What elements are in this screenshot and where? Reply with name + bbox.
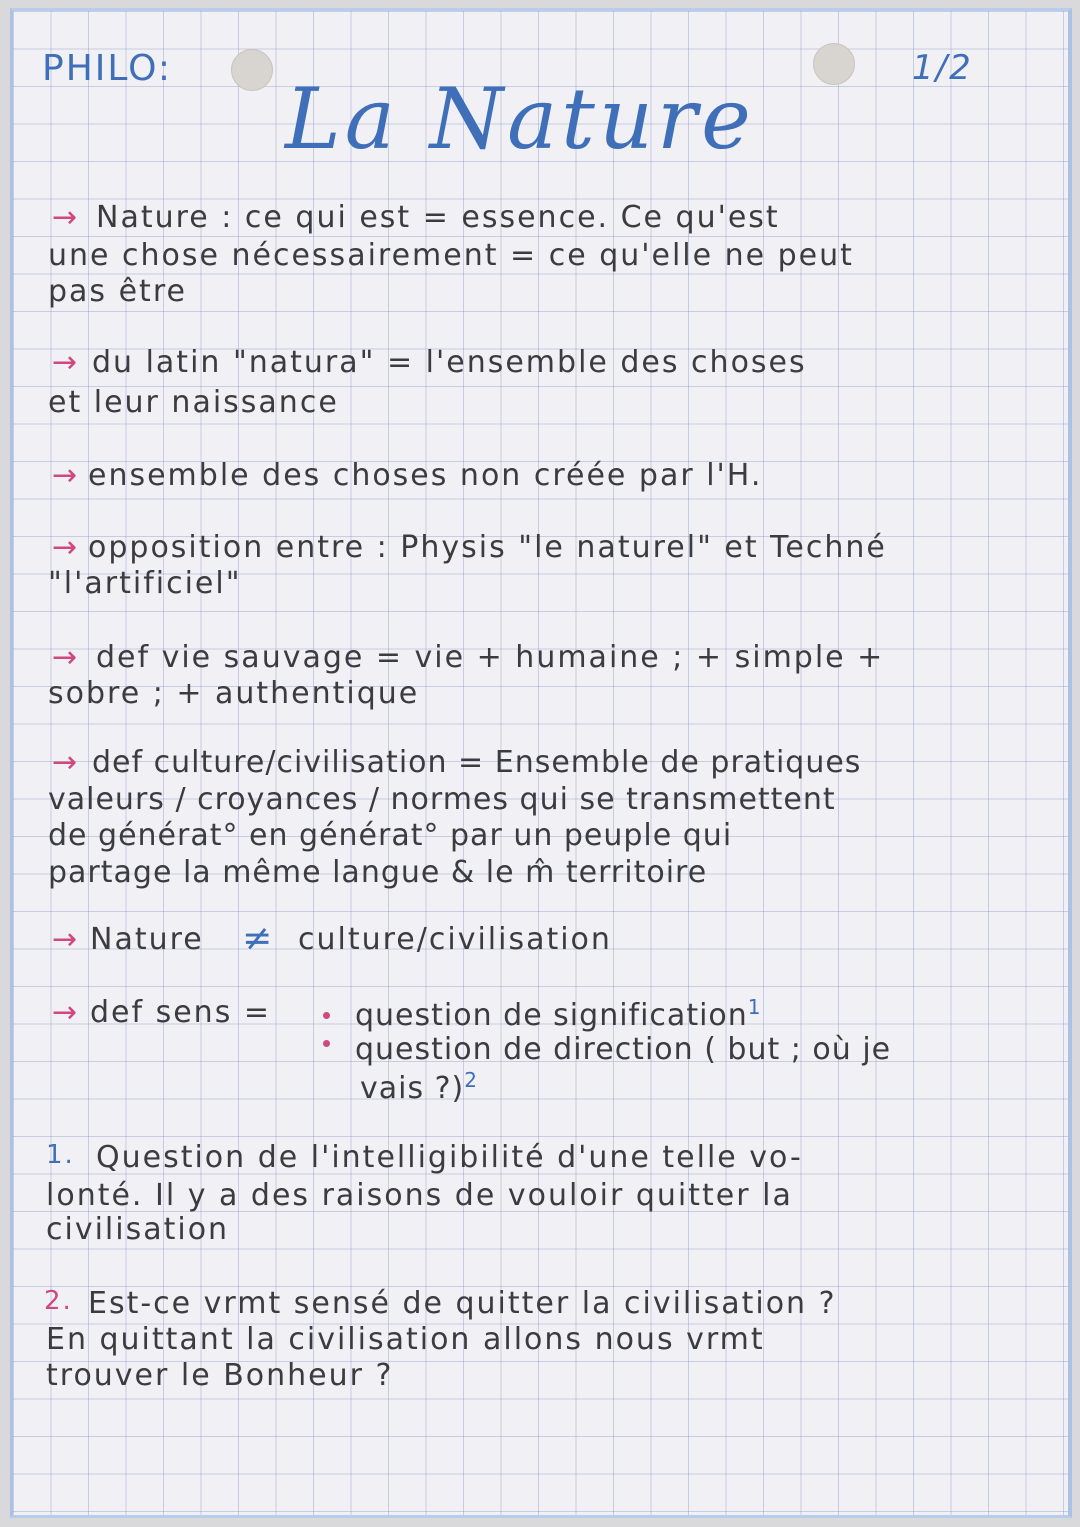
bullet-icon [323,1012,330,1019]
arrow-icon: → [52,640,80,675]
text-line: une chose nécessairement = ce qu'elle ne peut [48,238,854,273]
text-line: opposition entre : Physis "le naturel" et Techné [88,530,887,565]
text-line: pas être [48,274,187,309]
subject-label: PHILO: [42,48,173,89]
arrow-icon: → [52,345,80,380]
text-line: culture/civilisation [298,922,612,957]
note-text: civilisation [46,1212,230,1247]
punch-hole [231,49,273,91]
arrow-icon: → [52,995,80,1030]
text-line: question de direction ( but ; où je [355,1032,892,1067]
arrow-icon: → [52,922,80,957]
page-title: La Nature [285,70,755,168]
text-line: def vie sauvage = vie + humaine ; + simple + [96,640,885,675]
text-line: du latin "natura" = l'ensemble des choses [92,345,807,380]
text-line: Nature : ce qui est = essence. Ce qu'est [96,200,780,235]
note-number: 1. [46,1140,75,1170]
arrow-icon: → [52,458,80,493]
text-line: def sens = [90,995,272,1030]
arrow-icon: → [52,745,80,780]
footnote-mark: 2 [464,1068,478,1092]
text-line: question de signification$^1$ [355,995,762,1033]
text-line: Nature [90,922,204,957]
text-line: "l'artificiel" [48,566,242,601]
text-line: vais ?)$^2$ [360,1068,478,1106]
note-text: Est-ce vrmt sensé de quitter la civilisation ? [88,1286,837,1321]
page-number: 1/2 [912,48,973,88]
text-line: et leur naissance [48,385,339,420]
arrow-icon: → [52,200,80,235]
not-equal-sign: ≠ [242,918,275,959]
note-text: lonté. Il y a des raisons de vouloir quitter la [46,1178,793,1213]
text-line: valeurs / croyances / normes qui se transmettent [48,782,836,817]
bullet-icon [323,1040,330,1047]
text-line: partage la même langue & le m̂ territoire [48,855,708,890]
text-line: de générat° en générat° par un peuple qui [48,818,733,853]
arrow-icon: → [52,530,80,565]
text-line: def culture/civilisation = Ensemble de pratiques [92,745,862,780]
note-text: trouver le Bonheur ? [46,1358,394,1393]
note-text: En quittant la civilisation allons nous vrmt [46,1322,765,1357]
note-number: 2. [44,1286,73,1316]
footnote-mark: 1 [747,995,762,1019]
text-line: ensemble des choses non créée par l'H. [88,458,763,493]
punch-hole [813,43,855,85]
text-line: sobre ; + authentique [48,676,420,711]
note-text: Question de l'intelligibilité d'une telle vo- [96,1140,803,1175]
